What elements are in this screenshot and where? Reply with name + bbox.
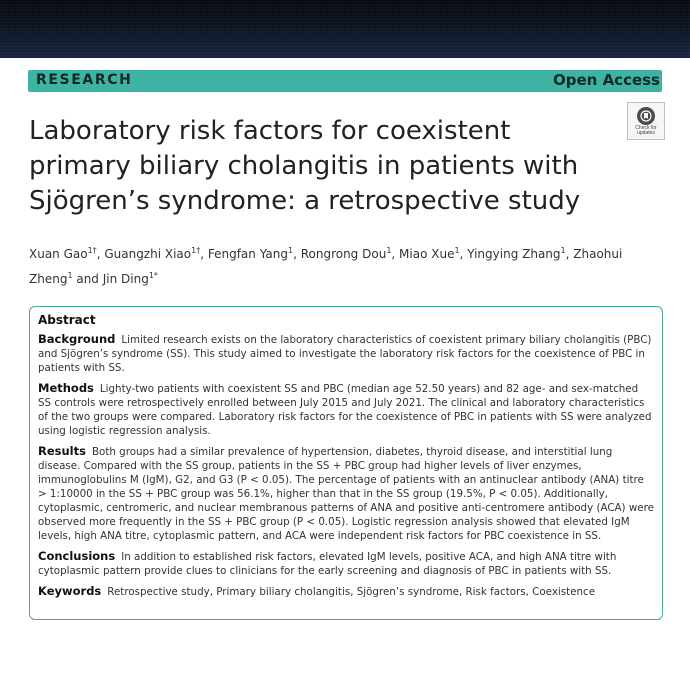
abstract-content [38, 313, 654, 605]
author-separator: , [459, 247, 468, 261]
research-header-bar [28, 70, 662, 92]
section-text: Limited research exists on the laboratory characteristics of coexistent primary biliary cholangitis (PBC) and Sjögren’s syndrome (SS). This study aimed to investigate the laboratory risk factors for the coexistence of PBC in patients with SS. [38, 334, 652, 374]
author-separator: , [96, 247, 105, 261]
section-text: In addition to established risk factors, elevated IgM levels, positive ACA, and high ANA titre with cytoplasmic pattern provide clues to clinicians for the early screening and diagnosis of PBC in patients with SS. [38, 551, 617, 577]
author-name[interactable]: Miao Xue [399, 247, 455, 261]
abstract-section-methods [38, 381, 654, 438]
check-updates-text: Check for updates [635, 125, 657, 136]
section-label: Results [38, 444, 86, 458]
author-affiliation-mark: 1† [191, 246, 201, 255]
abstract-section-results [38, 444, 654, 543]
section-label: Conclusions [38, 549, 116, 563]
author-affiliation-mark: 1* [148, 271, 158, 280]
author-affiliation-mark: 1 [560, 246, 566, 255]
abstract-section-background [38, 332, 654, 375]
author-affiliation-mark: 1 [287, 246, 294, 255]
section-label: Methods [38, 381, 94, 395]
article-title: Laboratory risk factors for coexistent primary biliary cholangitis in patients with Sjögren’s syndrome: a retrospective study [29, 116, 581, 216]
author-affiliation-mark: 1 [386, 246, 392, 255]
author-separator: , [293, 247, 301, 261]
abstract-heading: Abstract [38, 313, 96, 327]
author-separator: and [72, 272, 103, 286]
author-affiliation-mark: 1 [67, 271, 73, 280]
abstract-section-conclusions [38, 549, 654, 578]
bookmark-check-icon [637, 107, 655, 125]
author-name[interactable]: Xuan Gao [29, 247, 88, 261]
author-separator: , [565, 247, 574, 261]
author-affiliation-mark: 1† [87, 246, 97, 255]
open-access-label: Open Access [553, 71, 660, 89]
research-label: RESEARCH [36, 72, 133, 88]
section-text: Retrospective study, Primary biliary cholangitis, Sjögren’s syndrome, Risk factors, Coexistence [107, 586, 596, 598]
abstract-section-keywords [38, 584, 654, 599]
author-affiliation-mark: 1 [454, 246, 460, 255]
author-name[interactable]: Zhaohui Zheng [29, 247, 623, 286]
author-name[interactable]: Fengfan Yang [207, 247, 288, 261]
section-label: Background [38, 332, 116, 346]
section-text: Both groups had a similar prevalence of hypertension, diabetes, thyroid disease, and interstitial lung disease. Compared with the SS group, patients in the SS + PBC group had higher levels of liver enzymes, immunoglobulins M (IgM), G2, and G3 (P < 0.05). The percentage of patients with an antinuclear antibody (ANA) titre > 1:10000 in the SS + PBC group was 56.1%, higher than that in the SS group (19.5%, P < 0.05). Additionally, cytoplasmic, centromeric, and nuclear membranous patterns of ANA and positive anti-centromere antibody (ACA) were observed more frequently in the SS + PBC group (P < 0.05). Logistic regression analysis showed that elevated IgM levels, high ANA titre, cytoplasmic pattern, and ACA were independent risk factors for PBC coexistence in SS. [38, 446, 654, 542]
section-label: Keywords [38, 584, 102, 598]
author-name[interactable]: Jin Ding [102, 272, 149, 286]
check-for-updates-badge[interactable] [627, 102, 665, 140]
abstract-box [29, 306, 663, 620]
author-name[interactable]: Guangzhi Xiao [104, 247, 192, 261]
author-separator: , [391, 247, 400, 261]
section-text: Lighty-two patients with coexistent SS and PBC (median age 52.50 years) and 82 age- and sex-matched SS controls were retrospectively enrolled between July 2015 and July 2021. The clinical and laboratory characteristics of the two groups were compared. Laboratory risk factors for the coexistence of PBC in patients with SS were analyzed using logistic regression analysis. [38, 383, 652, 437]
author-name[interactable]: Yingying Zhang [467, 247, 561, 261]
author-list [29, 240, 659, 290]
author-separator: , [200, 247, 208, 261]
author-name[interactable]: Rongrong Dou [300, 247, 387, 261]
